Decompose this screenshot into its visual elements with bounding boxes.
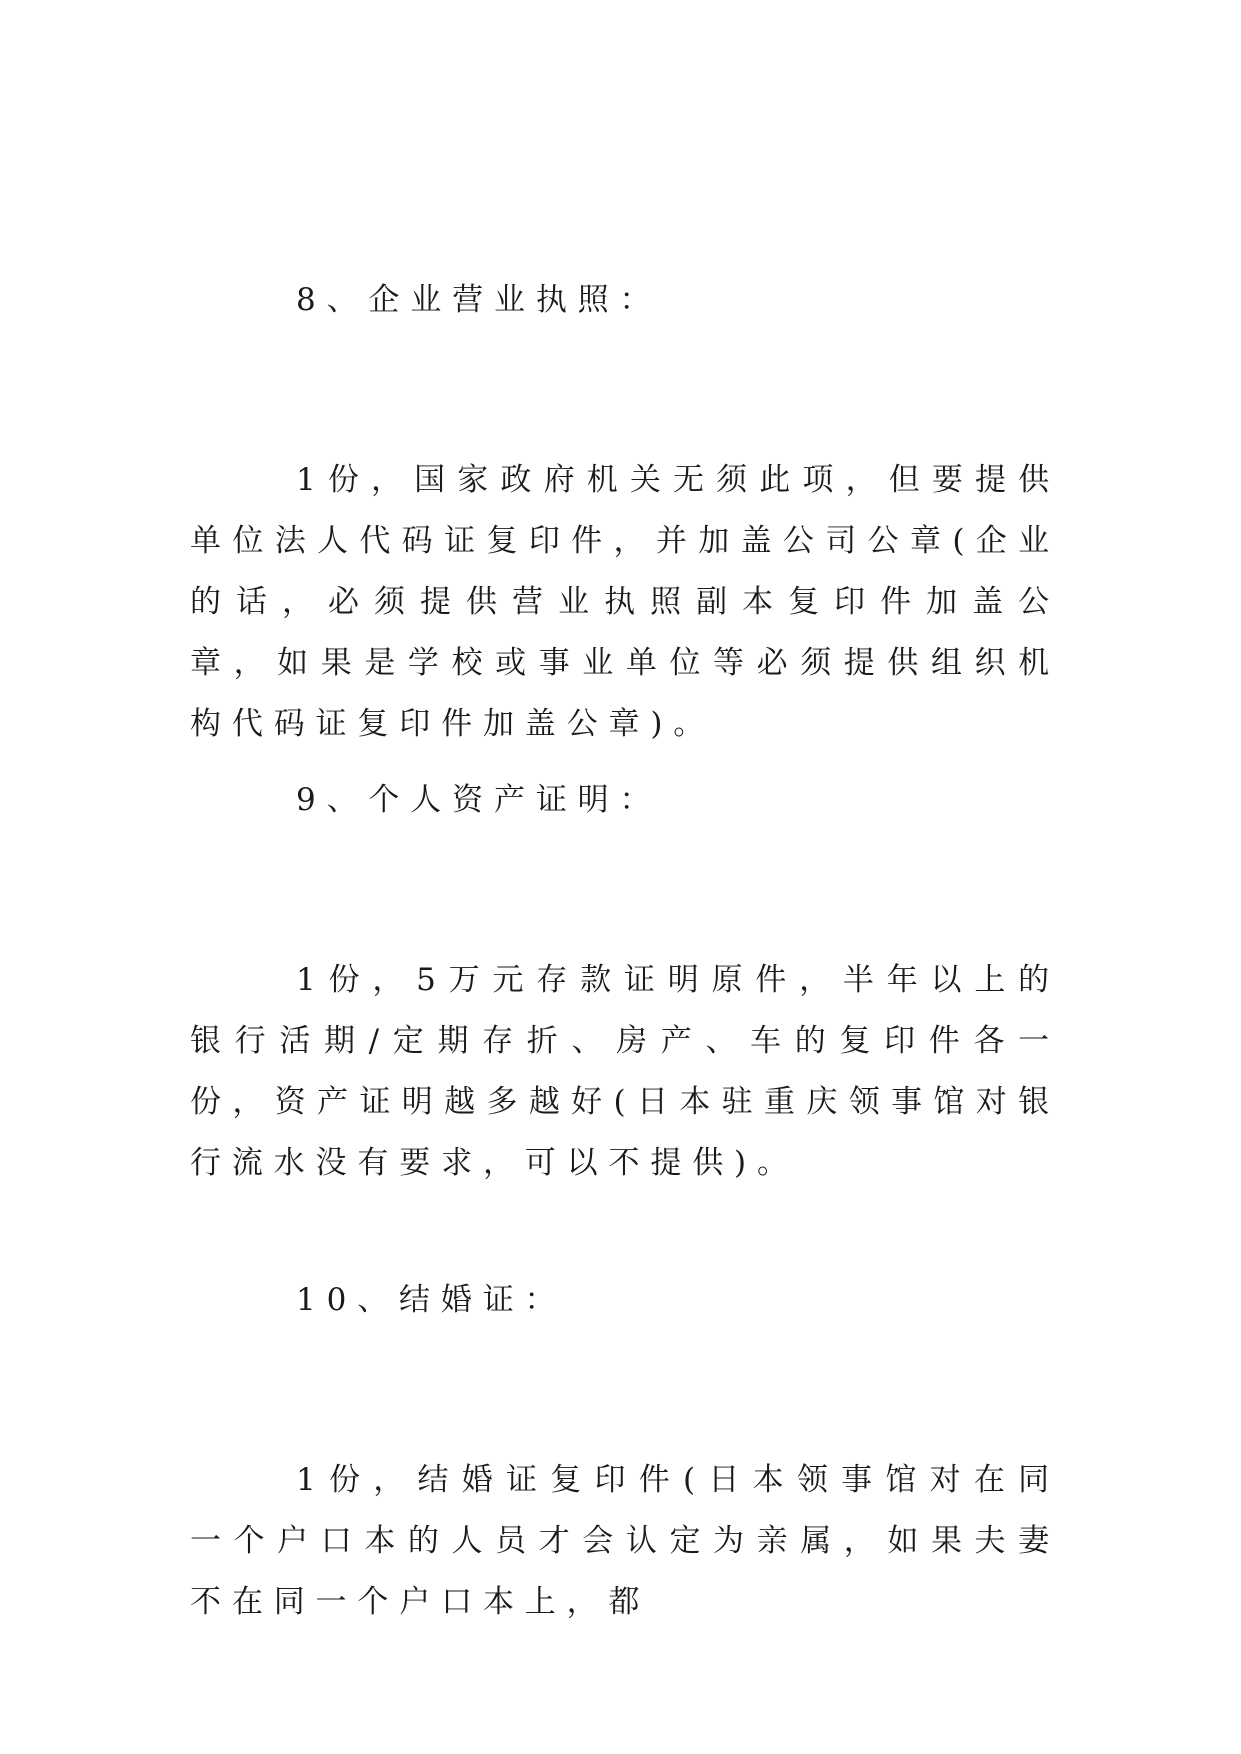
section-8-body: 1份，国家政府机关无须此项，但要提供单位法人代码证复印件，并加盖公司公章(企业的话，必须提供营业执照副本复印件加盖公章，如果是学校或事业单位等必须提供组织机构代码证复印件加盖公章)。 xyxy=(190,462,1060,742)
section-10-heading: 10、结婚证： xyxy=(296,1282,567,1318)
section-9-body: 1份，5万元存款证明原件，半年以上的银行活期/定期存折、房产、车的复印件各一份，资产证明越多越好(日本驻重庆领事馆对银行流水没有要求，可以不提供)。 xyxy=(190,962,1060,1181)
section-8-heading: 8、企业营业执照： xyxy=(296,282,662,318)
section-10-body: 1份，结婚证复印件(日本领事馆对在同一个户口本的人员才会认定为亲属，如果夫妻不在同一个户口本上，都 xyxy=(190,1462,1060,1620)
section-9-heading: 9、个人资产证明： xyxy=(296,782,662,818)
